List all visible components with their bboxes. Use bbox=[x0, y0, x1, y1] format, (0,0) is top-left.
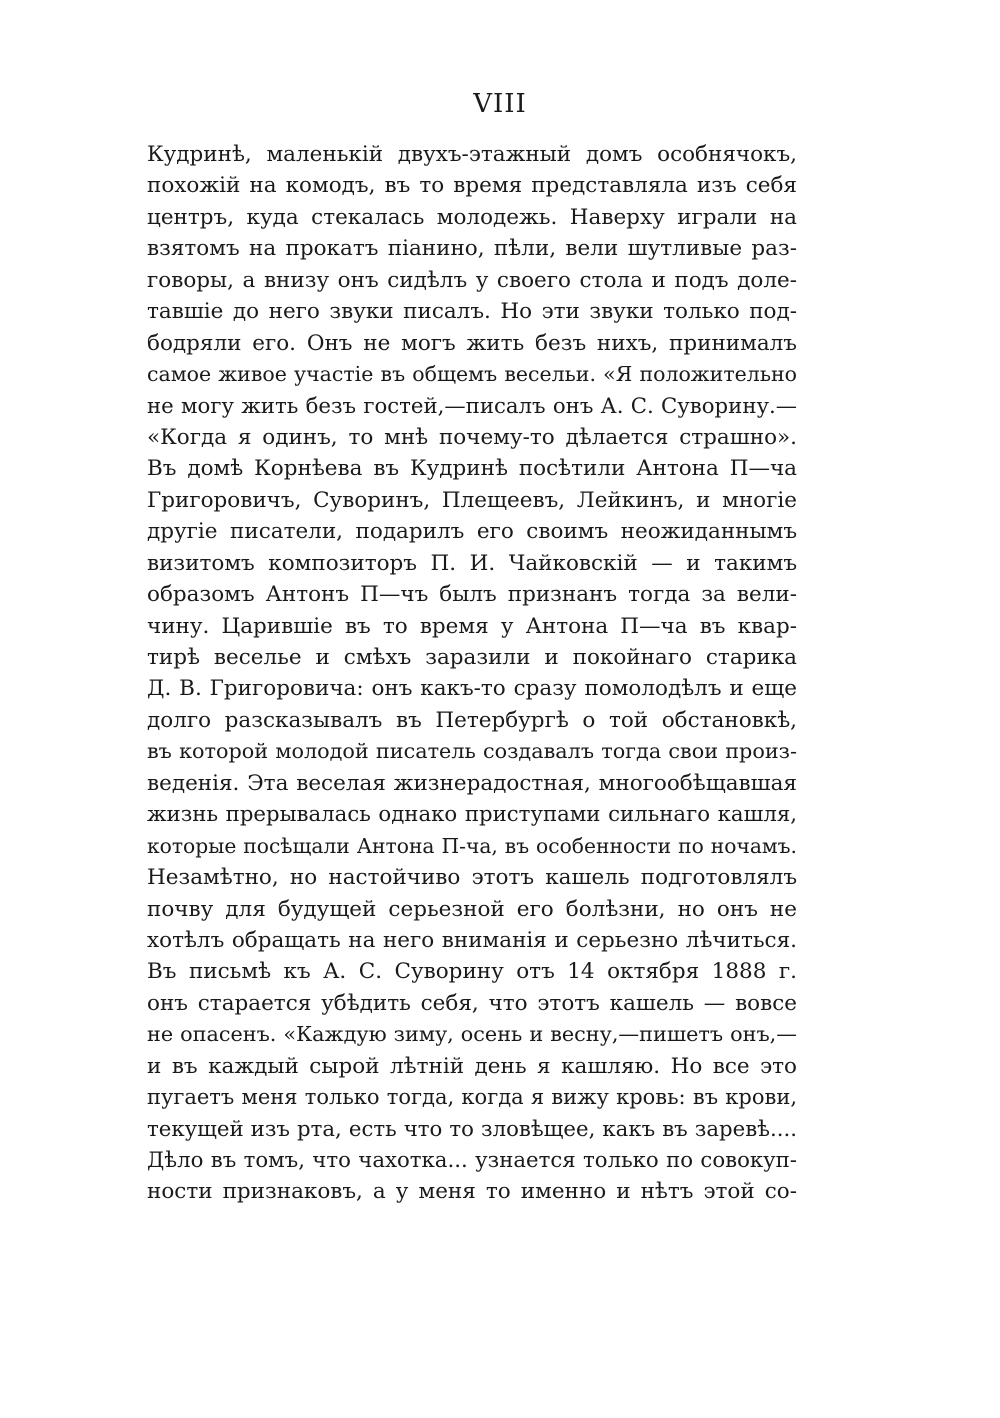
text-line: Григоровичъ, Суворинъ, Плещеевъ, Лейкинъ, и многіе bbox=[147, 487, 797, 513]
text-line: пугаетъ меня только тогда, когда я вижу кровь: въ крови, bbox=[147, 1085, 797, 1110]
text-line: не опасенъ. «Каждую зиму, осень и весну,—пишетъ онъ,— bbox=[147, 1022, 797, 1047]
text-line: Въ письмѣ къ А. С. Суворину отъ 14 октября 1888 г. bbox=[147, 959, 797, 985]
text-line: другіе писатели, подарилъ его своимъ неожиданнымъ bbox=[147, 519, 797, 545]
text-line: Кудринѣ, маленькій двухъ-этажный домъ особнячокъ, bbox=[147, 142, 797, 167]
text-line: похожій на комодъ, въ то время представляла изъ себя bbox=[147, 173, 797, 199]
text-line: взятомъ на прокатъ піанино, пѣли, вели шутливые раз- bbox=[147, 236, 797, 262]
text-line: хотѣлъ обращать на него вниманія и серьезно лѣчиться. bbox=[147, 927, 797, 953]
text-line: Въ домѣ Корнѣева въ Кудринѣ посѣтили Антона П—ча bbox=[147, 456, 797, 482]
text-line: не могу жить безъ гостей,—писалъ онъ А. С. Суворину.— bbox=[147, 393, 797, 419]
text-line: тавшіе до него звуки писалъ. Но эти звуки только под- bbox=[147, 299, 797, 325]
text-line: Д. В. Григоровича: онъ какъ-то сразу помолодѣлъ и еще bbox=[147, 676, 797, 702]
text-line: говоры, а внизу онъ сидѣлъ у своего стола и подъ доле- bbox=[147, 267, 797, 293]
text-line: почву для будущей серьезной его болѣзни, но онъ не bbox=[147, 896, 797, 922]
text-line: центръ, куда стекалась молодежь. Наверху играли на bbox=[147, 204, 797, 230]
text-line: текущей изъ рта, есть что то зловѣщее, какъ въ заревѣ.... bbox=[147, 1116, 797, 1142]
text-line: въ которой молодой писатель создавалъ тогда свои произ- bbox=[147, 739, 797, 764]
text-line: самое живое участіе въ общемъ весельи. «Я положительно bbox=[147, 362, 797, 387]
text-line: визитомъ композиторъ П. И. Чайковскій — и такимъ bbox=[147, 550, 797, 576]
text-line: образомъ Антонъ П—чъ былъ признанъ тогда за вели- bbox=[147, 582, 797, 608]
text-line: бодряли его. Онъ не могъ жить безъ нихъ, принималъ bbox=[147, 330, 797, 356]
text-line: Незамѣтно, но настойчиво этотъ кашель подготовлялъ bbox=[147, 865, 797, 891]
page-number: VIII bbox=[473, 89, 527, 119]
text-line: ности признаковъ, а у меня то именно и нѣтъ этой со- bbox=[147, 1179, 797, 1205]
text-line: которые посѣщали Антона П-ча, въ особенности по ночамъ. bbox=[147, 833, 797, 858]
text-line: и въ каждый сырой лѣтній день я кашляю. Но все это bbox=[147, 1053, 797, 1079]
body-text bbox=[147, 139, 797, 1208]
text-line: долго разсказывалъ въ Петербургѣ о той обстановкѣ, bbox=[147, 707, 797, 733]
text-line: Дѣло въ томъ, что чахотка... узнается только по совокуп- bbox=[147, 1148, 797, 1173]
text-line: тирѣ веселье и смѣхъ заразили и покойнаго старика bbox=[147, 645, 797, 670]
text-line: жизнь прерывалась однако приступами сильнаго кашля, bbox=[147, 802, 797, 828]
text-line: веденія. Эта веселая жизнерадостная, многообѣщавшая bbox=[147, 770, 797, 796]
text-line: онъ старается убѣдить себя, что этотъ кашель — вовсе bbox=[147, 990, 797, 1016]
text-line: чину. Царившіе въ то время у Антона П—ча въ квар- bbox=[147, 613, 797, 639]
text-line: «Когда я одинъ, то мнѣ почему-то дѣлается страшно». bbox=[147, 424, 797, 450]
